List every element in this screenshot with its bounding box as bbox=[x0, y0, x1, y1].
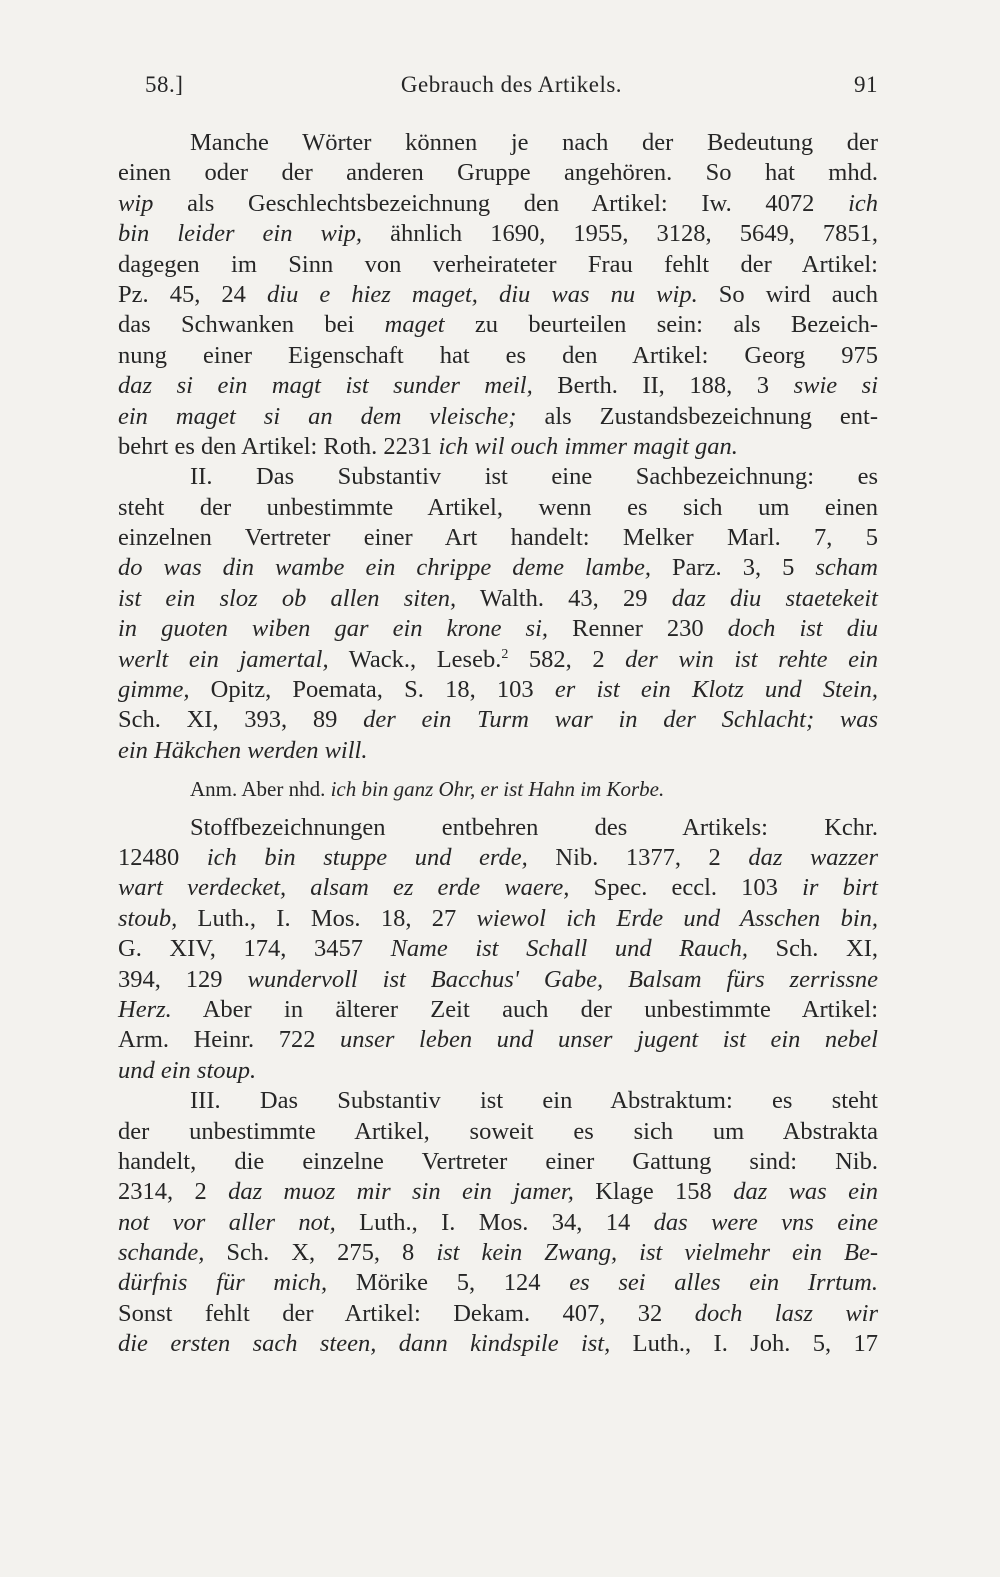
italic-quote: ir birt bbox=[802, 874, 878, 902]
text-run: Stoffbezeichnungen entbehren des Artikels: Kchr. bbox=[190, 813, 878, 841]
text-line bbox=[118, 493, 878, 523]
paragraph-gap bbox=[118, 766, 878, 774]
text-line bbox=[118, 843, 878, 873]
italic-quote: ist ein sloz ob allen siten, bbox=[118, 584, 457, 612]
italic-quote: daz diu staetekeit bbox=[671, 584, 878, 612]
italic-quote: ich wil ouch immer magit gan. bbox=[438, 432, 738, 460]
text-line bbox=[118, 553, 878, 583]
text-line bbox=[118, 128, 878, 158]
text-line bbox=[118, 462, 878, 492]
text-run: als Geschlechtsbezeichnung den Artikel: Iw. 4072 bbox=[153, 189, 849, 217]
text-line bbox=[118, 1329, 878, 1359]
italic-quote: gimme, bbox=[118, 676, 190, 704]
italic-quote: daz muoz mir sin ein jamer, bbox=[228, 1178, 574, 1206]
italic-quote: daz si ein magt ist sunder meil, bbox=[118, 372, 533, 400]
text-run: 582, 2 bbox=[508, 645, 626, 673]
text-run: 394, 129 bbox=[118, 965, 248, 993]
text-line bbox=[118, 1177, 878, 1207]
text-run: III. Das Substantiv ist ein Abstraktum: es steht bbox=[190, 1087, 878, 1115]
italic-quote: der ein Turm war in der Schlacht; was bbox=[363, 706, 878, 734]
italic-quote: maget bbox=[384, 311, 445, 339]
text-run: Klage 158 bbox=[573, 1178, 734, 1206]
text-line bbox=[118, 736, 878, 766]
text-run: zu beurteilen sein: als Bezeich- bbox=[444, 311, 878, 339]
text-run: II. Das Substantiv ist eine Sachbezeichnung: es bbox=[190, 463, 878, 491]
running-title: Gebrauch des Artikels. bbox=[400, 72, 623, 97]
text-run: Spec. eccl. 103 bbox=[569, 874, 803, 902]
text-line bbox=[118, 1117, 878, 1147]
text-line bbox=[118, 158, 878, 188]
text-line bbox=[118, 523, 878, 553]
text-line bbox=[118, 189, 878, 219]
italic-quote: diu e hiez maget, diu was nu wip. bbox=[267, 280, 698, 308]
text-run: Luth., I. Joh. 5, 17 bbox=[610, 1330, 879, 1358]
text-line bbox=[118, 1208, 878, 1238]
text-run: Berth. II, 188, 3 bbox=[532, 372, 794, 400]
italic-quote: scham bbox=[815, 554, 878, 582]
italic-quote: in guoten wiben gar ein krone si, bbox=[118, 615, 549, 643]
text-line bbox=[118, 705, 878, 735]
italic-quote: ich bbox=[848, 189, 878, 217]
text-run: Sch. XI, bbox=[747, 935, 878, 963]
text-run: als Zustandsbezeichnung ent- bbox=[516, 402, 878, 430]
text-run: behrt es den Artikel: Roth. 2231 bbox=[118, 432, 439, 460]
italic-quote: das were vns eine bbox=[653, 1208, 879, 1236]
text-line bbox=[118, 219, 878, 249]
italic-quote: der win ist rehte ein bbox=[625, 645, 879, 673]
text-line bbox=[118, 1238, 878, 1268]
italic-quote: ist kein Zwang, ist vielmehr ein Be- bbox=[436, 1239, 878, 1267]
italic-quote: do was din wambe ein chrippe deme lambe, bbox=[118, 554, 651, 582]
text-run: So wird auch bbox=[697, 280, 879, 308]
italic-quote: swie si bbox=[793, 372, 879, 400]
text-run: Sch. X, 275, 8 bbox=[204, 1239, 437, 1267]
text-run: Walth. 43, 29 bbox=[456, 584, 672, 612]
italic-quote: er ist ein Klotz und Stein, bbox=[554, 676, 879, 704]
text-line bbox=[118, 250, 878, 280]
italic-quote: schande, bbox=[118, 1239, 205, 1267]
text-line bbox=[118, 614, 878, 644]
text-run: Aber in älterer Zeit auch der unbestimmte Artikel: bbox=[171, 995, 878, 1023]
text-run: Opitz, Poemata, S. 18, 103 bbox=[189, 676, 555, 704]
italic-quote: ich bin stuppe und erde, bbox=[206, 843, 528, 871]
text-line bbox=[118, 645, 878, 675]
paragraph-gap bbox=[118, 805, 878, 813]
running-header bbox=[145, 72, 878, 106]
section-number: 58.] bbox=[145, 72, 184, 97]
text-run: der unbestimmte Artikel, soweit es sich um Abstrakta bbox=[118, 1117, 878, 1145]
text-line bbox=[118, 1025, 878, 1055]
text-line bbox=[118, 371, 878, 401]
text-line bbox=[118, 310, 878, 340]
text-run: steht der unbestimmte Artikel, wenn es sich um einen bbox=[118, 493, 878, 521]
text-line bbox=[118, 341, 878, 371]
text-run: Mörike 5, 124 bbox=[327, 1269, 570, 1297]
text-line bbox=[118, 813, 878, 843]
text-line bbox=[118, 873, 878, 903]
italic-quote: doch ist diu bbox=[727, 615, 878, 643]
text-line bbox=[118, 965, 878, 995]
text-line bbox=[118, 934, 878, 964]
text-run: Sonst fehlt der Artikel: Dekam. 407, 32 bbox=[118, 1299, 695, 1327]
text-line bbox=[118, 904, 878, 934]
italic-quote: unser leben und unser jugent ist ein nebel bbox=[340, 1026, 878, 1054]
text-line bbox=[118, 1299, 878, 1329]
text-run: G. XIV, 174, 3457 bbox=[118, 935, 391, 963]
italic-quote: wiewol ich Erde und Asschen bin, bbox=[476, 904, 878, 932]
italic-quote: Herz. bbox=[118, 995, 172, 1023]
italic-quote: wundervoll ist Bacchus' Gabe, Balsam fürs zerrissne bbox=[247, 965, 879, 993]
superscript: 2 bbox=[501, 646, 509, 662]
italic-quote: wip bbox=[118, 189, 154, 217]
text-line bbox=[118, 280, 878, 310]
italic-quote: not vor aller not, bbox=[118, 1208, 336, 1236]
italic-quote: ich bin ganz Ohr, er ist Hahn im Korbe. bbox=[330, 777, 665, 802]
italic-quote: daz wazzer bbox=[748, 843, 879, 871]
text-run: handelt, die einzelne Vertreter einer Gattung sind: Nib. bbox=[118, 1147, 878, 1175]
text-run: einzelnen Vertreter einer Art handelt: Melker Marl. 7, 5 bbox=[118, 524, 878, 552]
italic-quote: daz was ein bbox=[733, 1178, 879, 1206]
text-line bbox=[118, 402, 878, 432]
text-run: 2314, 2 bbox=[118, 1178, 229, 1206]
text-run: einen oder der anderen Gruppe angehören. So hat mhd. bbox=[118, 159, 878, 187]
text-run: Sch. XI, 393, 89 bbox=[118, 706, 364, 734]
text-run: Luth., I. Mos. 34, 14 bbox=[335, 1208, 654, 1236]
annotation-line bbox=[118, 774, 878, 804]
text-run: Nib. 1377, 2 bbox=[527, 843, 749, 871]
text-line bbox=[118, 432, 878, 462]
italic-quote: es sei alles ein Irrtum. bbox=[569, 1269, 878, 1297]
text-run: dagegen im Sinn von verheirateter Frau fehlt der Artikel: bbox=[118, 250, 878, 278]
italic-quote: wart verdecket, alsam ez erde waere, bbox=[118, 874, 570, 902]
text-run: nung einer Eigenschaft hat es den Artikel: Georg 975 bbox=[118, 341, 878, 369]
text-run: 12480 bbox=[118, 843, 207, 871]
body-text bbox=[118, 128, 878, 1360]
text-run: Anm. Aber nhd. bbox=[190, 777, 331, 802]
text-line bbox=[118, 1086, 878, 1116]
text-run: Wack., Leseb. bbox=[328, 645, 502, 673]
italic-quote: stoub, bbox=[118, 904, 178, 932]
text-run: Luth., I. Mos. 18, 27 bbox=[177, 904, 477, 932]
text-run: Arm. Heinr. 722 bbox=[118, 1026, 341, 1054]
italic-quote: dürfnis für mich, bbox=[118, 1269, 328, 1297]
italic-quote: die ersten sach steen, dann kindspile ist, bbox=[118, 1330, 611, 1358]
text-line bbox=[118, 584, 878, 614]
text-run: Pz. 45, 24 bbox=[118, 280, 268, 308]
italic-quote: bin leider ein wip, bbox=[118, 220, 363, 248]
text-run: das Schwanken bei bbox=[118, 311, 385, 339]
text-run: Parz. 3, 5 bbox=[650, 554, 816, 582]
italic-quote: ein maget si an dem vleische; bbox=[118, 402, 517, 430]
italic-quote: und ein stoup. bbox=[118, 1056, 257, 1084]
text-line bbox=[118, 1147, 878, 1177]
text-line bbox=[118, 995, 878, 1025]
text-line bbox=[118, 1268, 878, 1298]
text-run: ähnlich 1690, 1955, 3128, 5649, 7851, bbox=[362, 220, 878, 248]
italic-quote: doch lasz wir bbox=[694, 1299, 878, 1327]
text-run: Manche Wörter können je nach der Bedeutung der bbox=[190, 129, 878, 156]
text-line bbox=[118, 1056, 878, 1086]
text-line bbox=[118, 675, 878, 705]
text-run: Renner 230 bbox=[548, 615, 728, 643]
page-number: 91 bbox=[854, 72, 878, 97]
italic-quote: Name ist Schall und Rauch, bbox=[390, 935, 748, 963]
italic-quote: werlt ein jamertal, bbox=[118, 645, 329, 673]
italic-quote: ein Häkchen werden will. bbox=[118, 736, 368, 764]
